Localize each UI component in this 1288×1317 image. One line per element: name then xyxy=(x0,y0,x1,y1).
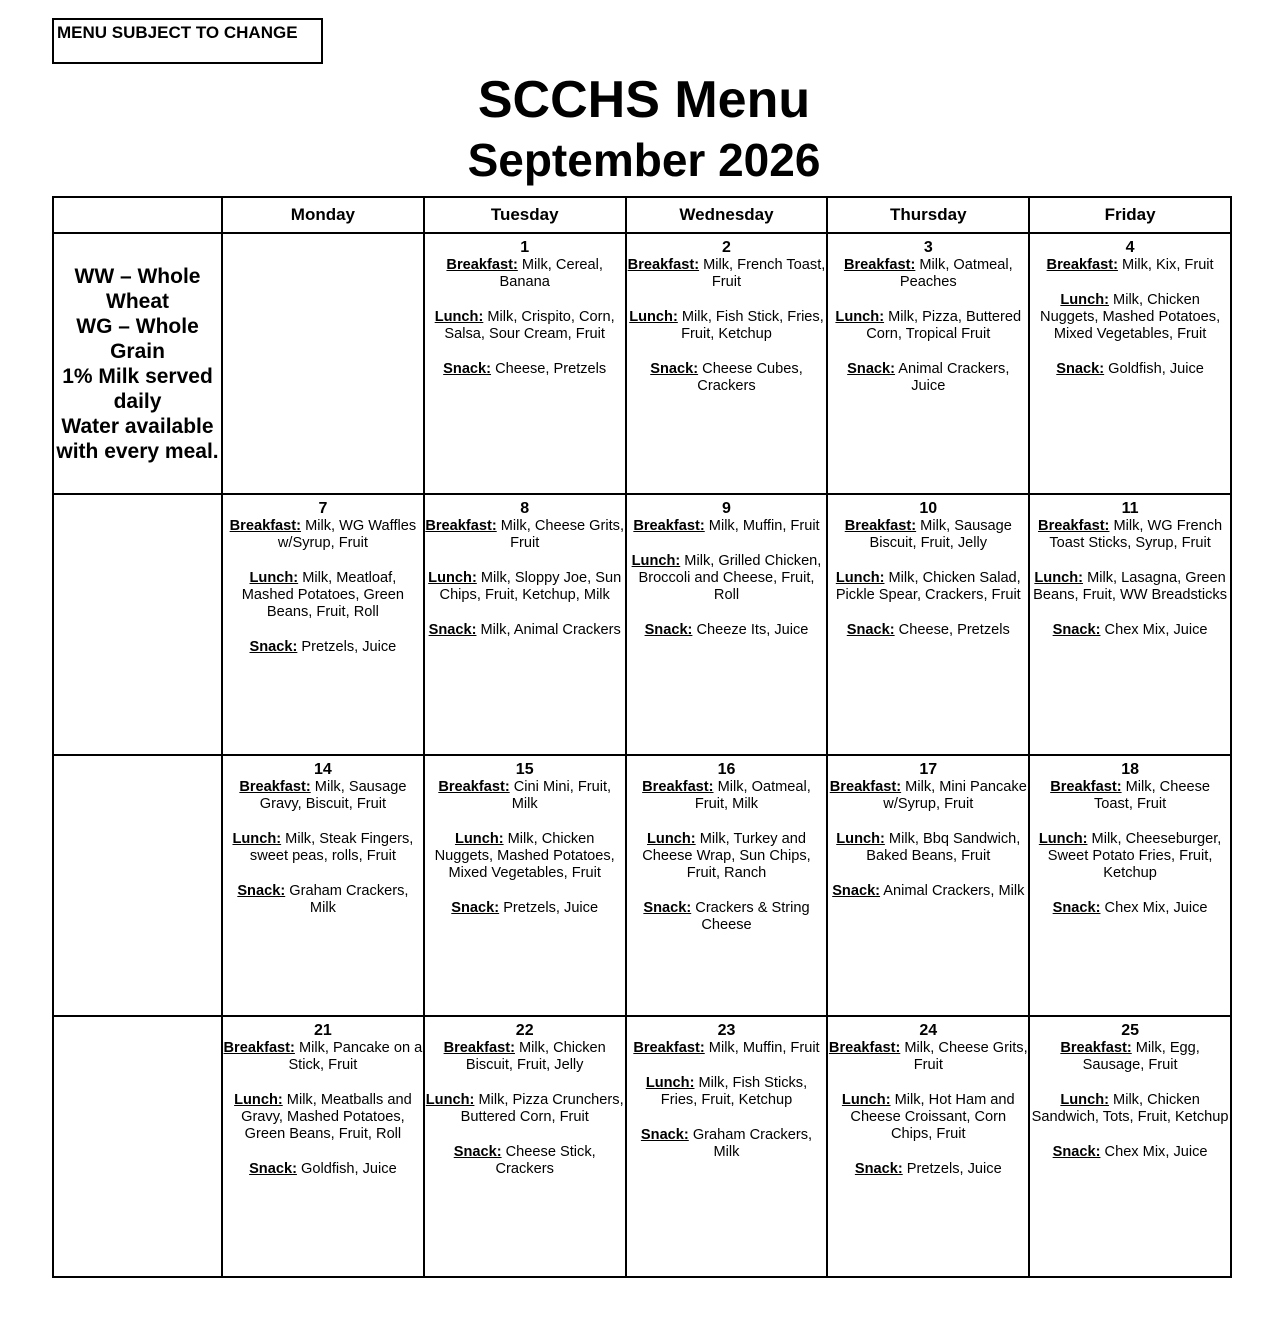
snack-label: Snack: xyxy=(443,361,492,377)
breakfast-label: Breakfast: xyxy=(425,518,497,534)
day-cell-tuesday xyxy=(424,755,626,1016)
legend-line: WW – Whole Wheat xyxy=(74,264,201,313)
day-number: 23 xyxy=(717,1022,736,1039)
day-number: 11 xyxy=(1121,500,1139,517)
week-row xyxy=(53,233,1231,494)
snack-label: Snack: xyxy=(249,639,298,655)
lunch-label: Lunch: xyxy=(645,1075,695,1091)
lunch-label: Lunch: xyxy=(428,570,477,586)
snack-label: Snack: xyxy=(1052,900,1101,916)
lunch-items: Milk, Meatballs and Gravy, Mashed Potatoes, Green Beans, Fruit, Roll xyxy=(241,1092,412,1142)
breakfast-label: Breakfast: xyxy=(843,257,916,273)
breakfast-label: Breakfast: xyxy=(229,518,302,534)
day-number: 14 xyxy=(314,761,332,778)
lunch-items: Milk, Fish Stick, Fries, Fruit, Ketchup xyxy=(677,309,824,342)
lunch-entry xyxy=(828,831,1028,865)
lunch-items: Milk, Crispito, Corn, Salsa, Sour Cream, Fruit xyxy=(444,309,615,342)
day-number: 2 xyxy=(722,239,731,256)
corner-cell xyxy=(53,197,222,233)
breakfast-label: Breakfast: xyxy=(1060,1040,1132,1056)
breakfast-items: Milk, Sausage Gravy, Biscuit, Fruit xyxy=(259,779,407,812)
lunch-entry xyxy=(223,831,423,865)
snack-entry xyxy=(223,883,423,917)
lunch-entry xyxy=(425,1092,625,1126)
legend-cell xyxy=(53,233,222,494)
lunch-label: Lunch: xyxy=(836,831,885,847)
snack-items: Chex Mix, Juice xyxy=(1100,1144,1208,1160)
day-cell-friday xyxy=(1029,1016,1231,1277)
lunch-entry xyxy=(627,831,827,882)
breakfast-label: Breakfast: xyxy=(438,779,510,795)
lunch-label: Lunch: xyxy=(835,309,885,325)
day-cell-monday xyxy=(222,494,424,755)
breakfast-label: Breakfast: xyxy=(446,257,518,273)
breakfast-label: Breakfast: xyxy=(443,1040,515,1056)
snack-entry xyxy=(627,622,827,639)
breakfast-entry xyxy=(425,779,625,813)
lunch-entry xyxy=(828,309,1028,343)
breakfast-entry xyxy=(627,518,827,535)
snack-entry xyxy=(1030,900,1230,917)
lunch-label: Lunch: xyxy=(647,831,696,847)
snack-items: Goldfish, Juice xyxy=(1104,361,1204,377)
lunch-label: Lunch: xyxy=(234,1092,283,1108)
snack-label: Snack: xyxy=(249,1161,297,1177)
snack-items: Chex Mix, Juice xyxy=(1100,900,1208,916)
day-number: 10 xyxy=(919,500,938,517)
lunch-entry xyxy=(425,309,625,343)
breakfast-entry xyxy=(425,518,625,552)
breakfast-items: Milk, Mini Pancake w/Syrup, Fruit xyxy=(883,779,1027,812)
snack-entry xyxy=(1030,622,1230,639)
breakfast-items: Milk, Muffin, Fruit xyxy=(704,1040,820,1056)
lunch-items: Milk, Grilled Chicken, Broccoli and Cheese, Fruit, Roll xyxy=(638,553,822,603)
day-cell-friday xyxy=(1029,233,1231,494)
snack-entry xyxy=(828,883,1028,900)
breakfast-label: Breakfast: xyxy=(829,779,902,795)
snack-entry xyxy=(627,361,827,395)
lunch-label: Lunch: xyxy=(1038,831,1088,847)
breakfast-items: Milk, Sausage Biscuit, Fruit, Jelly xyxy=(869,518,1012,551)
day-number: 18 xyxy=(1121,761,1139,778)
day-number: 25 xyxy=(1121,1022,1139,1039)
legend-line: Water available with every meal. xyxy=(56,414,219,463)
weekday-header-wednesday: Wednesday xyxy=(626,197,828,233)
breakfast-items: Milk, Muffin, Fruit xyxy=(704,518,820,534)
legend-line: 1% Milk served daily xyxy=(62,364,213,413)
breakfast-entry xyxy=(1030,518,1230,552)
day-number: 9 xyxy=(722,500,731,517)
lunch-items: Milk, Fish Sticks, Fries, Fruit, Ketchup xyxy=(660,1075,808,1108)
page-title: SCCHS Menu xyxy=(477,71,811,129)
breakfast-entry xyxy=(1030,257,1230,274)
snack-items: Pretzels, Juice xyxy=(297,639,397,655)
weekday-header-friday: Friday xyxy=(1029,197,1231,233)
lunch-items: Milk, Pizza, Buttered Corn, Tropical Fruit xyxy=(866,309,1022,342)
lunch-items: Milk, Turkey and Cheese Wrap, Sun Chips, Fruit, Ranch xyxy=(642,831,811,881)
snack-items: Goldfish, Juice xyxy=(296,1161,397,1177)
day-number: 17 xyxy=(919,761,938,778)
day-cell-monday xyxy=(222,755,424,1016)
lunch-items: Milk, Steak Fingers, sweet peas, rolls, Fruit xyxy=(249,831,414,864)
breakfast-items: Milk, Cheese Grits, Fruit xyxy=(900,1040,1028,1073)
lunch-items: Milk, Cheeseburger, Sweet Potato Fries, Fruit, Ketchup xyxy=(1047,831,1222,881)
breakfast-label: Breakfast: xyxy=(633,1040,705,1056)
day-cell-thursday xyxy=(827,494,1029,755)
snack-items: Pretzels, Juice xyxy=(499,900,599,916)
lunch-label: Lunch: xyxy=(232,831,282,847)
snack-items: Graham Crackers, Milk xyxy=(285,883,409,916)
lunch-entry xyxy=(223,570,423,621)
snack-items: Cheeze Its, Juice xyxy=(692,622,809,638)
snack-label: Snack: xyxy=(451,900,500,916)
lunch-label: Lunch: xyxy=(1060,292,1109,308)
snack-entry xyxy=(828,361,1028,395)
lunch-items: Milk, Pizza Crunchers, Buttered Corn, Fruit xyxy=(460,1092,624,1125)
snack-label: Snack: xyxy=(650,361,699,377)
snack-items: Milk, Animal Crackers xyxy=(476,622,621,638)
day-cell-tuesday xyxy=(424,494,626,755)
snack-label: Snack: xyxy=(428,622,477,638)
breakfast-entry xyxy=(425,257,625,291)
breakfast-entry xyxy=(627,1040,827,1057)
breakfast-entry xyxy=(828,779,1028,813)
breakfast-items: Milk, Oatmeal, Peaches xyxy=(899,257,1013,290)
day-cell-wednesday xyxy=(626,755,828,1016)
breakfast-items: Milk, Cheese Grits, Fruit xyxy=(496,518,625,551)
breakfast-label: Breakfast: xyxy=(223,1040,295,1056)
lunch-label: Lunch: xyxy=(249,570,299,586)
lunch-label: Lunch: xyxy=(1060,1092,1109,1108)
lunch-entry xyxy=(1030,570,1230,604)
breakfast-label: Breakfast: xyxy=(633,518,705,534)
empty-side-cell xyxy=(53,755,222,1016)
snack-items: Cheese Cubes, Crackers xyxy=(697,361,803,394)
breakfast-entry xyxy=(627,779,827,813)
snack-label: Snack: xyxy=(847,361,896,377)
breakfast-entry xyxy=(1030,779,1230,813)
lunch-entry xyxy=(425,831,625,882)
breakfast-entry xyxy=(828,257,1028,291)
lunch-label: Lunch: xyxy=(835,570,885,586)
lunch-entry xyxy=(627,1075,827,1109)
weekday-header-thursday: Thursday xyxy=(827,197,1029,233)
lunch-label: Lunch: xyxy=(454,831,504,847)
breakfast-items: Milk, Oatmeal, Fruit, Milk xyxy=(694,779,811,812)
lunch-items: Milk, Chicken Sandwich, Tots, Fruit, Ketchup xyxy=(1031,1092,1229,1125)
snack-entry xyxy=(425,622,625,639)
lunch-items: Milk, Chicken Salad, Pickle Spear, Crackers, Fruit xyxy=(835,570,1021,603)
lunch-entry xyxy=(223,1092,423,1143)
lunch-label: Lunch: xyxy=(1034,570,1084,586)
snack-items: Cheese Stick, Crackers xyxy=(495,1144,596,1177)
snack-items: Crackers & String Cheese xyxy=(691,900,810,933)
day-number: 15 xyxy=(515,761,534,778)
day-number: 1 xyxy=(520,239,530,256)
snack-label: Snack: xyxy=(832,883,881,899)
breakfast-items: Milk, Chicken Biscuit, Fruit, Jelly xyxy=(465,1040,606,1073)
day-cell-friday xyxy=(1029,494,1231,755)
lunch-entry xyxy=(1030,1092,1230,1126)
snack-entry xyxy=(223,1161,423,1178)
lunch-label: Lunch: xyxy=(841,1092,891,1108)
snack-entry xyxy=(627,1127,827,1161)
breakfast-entry xyxy=(627,257,827,291)
day-cell-wednesday xyxy=(626,494,828,755)
breakfast-items: Milk, French Toast, Fruit xyxy=(699,257,826,290)
day-cell-friday xyxy=(1029,755,1231,1016)
breakfast-entry xyxy=(828,1040,1028,1074)
page-subtitle: September 2026 xyxy=(467,134,821,186)
lunch-items: Milk, Sloppy Joe, Sun Chips, Fruit, Ketchup, Milk xyxy=(439,570,622,603)
weekday-header-monday: Monday xyxy=(222,197,424,233)
snack-label: Snack: xyxy=(237,883,286,899)
empty-day-cell xyxy=(222,233,424,494)
day-cell-tuesday xyxy=(424,1016,626,1277)
snack-entry xyxy=(1030,1144,1230,1161)
empty-side-cell xyxy=(53,494,222,755)
day-number: 21 xyxy=(314,1022,332,1039)
lunch-entry xyxy=(828,570,1028,604)
snack-items: Cheese, Pretzels xyxy=(491,361,607,377)
breakfast-label: Breakfast: xyxy=(828,1040,901,1056)
snack-label: Snack: xyxy=(1052,622,1101,638)
breakfast-label: Breakfast: xyxy=(627,257,700,273)
lunch-items: Milk, Meatloaf, Mashed Potatoes, Green Beans, Fruit, Roll xyxy=(241,570,405,620)
lunch-items: Milk, Hot Ham and Cheese Croissant, Corn Chips, Fruit xyxy=(850,1092,1015,1142)
breakfast-label: Breakfast: xyxy=(1050,779,1122,795)
weekday-header-row xyxy=(53,197,1231,233)
day-cell-thursday xyxy=(827,233,1029,494)
day-cell-thursday xyxy=(827,1016,1029,1277)
snack-items: Animal Crackers, Juice xyxy=(895,361,1010,394)
breakfast-items: Milk, WG French Toast Sticks, Syrup, Fruit xyxy=(1049,518,1223,551)
weekday-header-tuesday: Tuesday xyxy=(424,197,626,233)
snack-label: Snack: xyxy=(1056,361,1105,377)
empty-side-cell xyxy=(53,1016,222,1277)
breakfast-items: Milk, Cereal, Banana xyxy=(499,257,603,290)
snack-entry xyxy=(828,622,1028,639)
legend-line: WG – Whole Grain xyxy=(76,314,199,363)
week-row xyxy=(53,755,1231,1016)
day-number: 7 xyxy=(318,500,328,517)
snack-entry xyxy=(425,361,625,378)
breakfast-items: Milk, WG Waffles w/Syrup, Fruit xyxy=(277,518,417,551)
day-cell-tuesday xyxy=(424,233,626,494)
breakfast-entry xyxy=(425,1040,625,1074)
breakfast-entry xyxy=(223,779,423,813)
lunch-label: Lunch: xyxy=(629,309,678,325)
lunch-entry xyxy=(627,553,827,604)
lunch-label: Lunch: xyxy=(425,1092,475,1108)
lunch-items: Milk, Bbq Sandwich, Baked Beans, Fruit xyxy=(866,831,1021,864)
week-row xyxy=(53,494,1231,755)
breakfast-entry xyxy=(223,518,423,552)
lunch-entry xyxy=(627,309,827,343)
menu-calendar xyxy=(52,196,1232,1278)
snack-items: Graham Crackers, Milk xyxy=(688,1127,813,1160)
snack-entry xyxy=(828,1161,1028,1178)
snack-label: Snack: xyxy=(854,1161,903,1177)
breakfast-items: Cini Mini, Fruit, Milk xyxy=(509,779,612,812)
breakfast-items: Milk, Pancake on a Stick, Fruit xyxy=(288,1040,423,1073)
breakfast-label: Breakfast: xyxy=(1046,257,1118,273)
day-cell-thursday xyxy=(827,755,1029,1016)
snack-label: Snack: xyxy=(1052,1144,1101,1160)
snack-label: Snack: xyxy=(643,900,692,916)
lunch-items: Milk, Chicken Nuggets, Mashed Potatoes, Mixed Vegetables, Fruit xyxy=(1040,292,1221,342)
snack-label: Snack: xyxy=(846,622,895,638)
breakfast-label: Breakfast: xyxy=(1038,518,1110,534)
week-row xyxy=(53,1016,1231,1277)
day-number: 22 xyxy=(515,1022,534,1039)
day-cell-wednesday xyxy=(626,1016,828,1277)
day-cell-monday xyxy=(222,1016,424,1277)
day-number: 24 xyxy=(919,1022,938,1039)
menu-subject-to-change-notice: MENU SUBJECT TO CHANGE xyxy=(52,18,323,64)
lunch-items: Milk, Lasagna, Green Beans, Fruit, WW Breadsticks xyxy=(1033,570,1227,603)
lunch-label: Lunch: xyxy=(631,553,681,569)
breakfast-label: Breakfast: xyxy=(844,518,917,534)
snack-items: Cheese, Pretzels xyxy=(894,622,1010,638)
breakfast-entry xyxy=(828,518,1028,552)
day-number: 4 xyxy=(1125,239,1135,256)
breakfast-entry xyxy=(223,1040,423,1074)
breakfast-label: Breakfast: xyxy=(239,779,311,795)
breakfast-label: Breakfast: xyxy=(642,779,714,795)
lunch-entry xyxy=(425,570,625,604)
lunch-entry xyxy=(1030,292,1230,343)
day-number: 8 xyxy=(520,500,530,517)
snack-items: Pretzels, Juice xyxy=(902,1161,1002,1177)
lunch-items: Milk, Chicken Nuggets, Mashed Potatoes, Mixed Vegetables, Fruit xyxy=(434,831,615,881)
snack-entry xyxy=(223,639,423,656)
day-number: 16 xyxy=(717,761,736,778)
day-cell-wednesday xyxy=(626,233,828,494)
snack-label: Snack: xyxy=(453,1144,502,1160)
snack-entry xyxy=(425,900,625,917)
breakfast-items: Milk, Cheese Toast, Fruit xyxy=(1093,779,1210,812)
breakfast-items: Milk, Egg, Sausage, Fruit xyxy=(1082,1040,1200,1073)
lunch-entry xyxy=(828,1092,1028,1143)
snack-items: Animal Crackers, Milk xyxy=(880,883,1025,899)
day-number: 3 xyxy=(923,239,933,256)
breakfast-entry xyxy=(1030,1040,1230,1074)
snack-entry xyxy=(1030,361,1230,378)
snack-entry xyxy=(627,900,827,934)
lunch-entry xyxy=(1030,831,1230,882)
snack-entry xyxy=(425,1144,625,1178)
breakfast-items: Milk, Kix, Fruit xyxy=(1117,257,1214,273)
snack-items: Chex Mix, Juice xyxy=(1100,622,1208,638)
snack-label: Snack: xyxy=(640,1127,689,1143)
snack-label: Snack: xyxy=(644,622,693,638)
lunch-label: Lunch: xyxy=(434,309,484,325)
